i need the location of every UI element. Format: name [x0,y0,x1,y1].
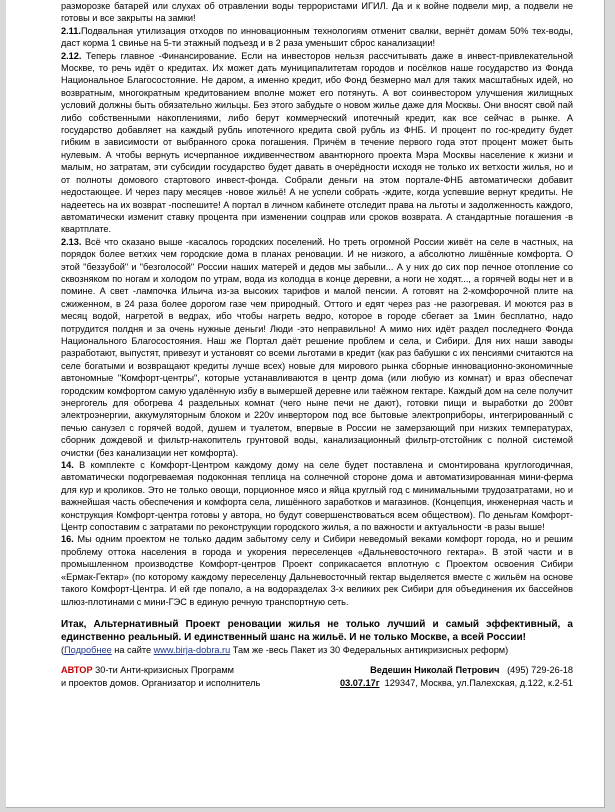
paragraph-16: 16. Мы одним проектом не только дадим забытому селу и Сибири неведомый веками комфорт города, но и решим проблему оттока населения в города и укорения переселенцев «Дальневосточного гектара». В этой части и в промышленном производстве Комфорт-центров Проект соприкасается вплотную с Проектом освоения Сибири «Ермак-Гектар» (по которому каждому переселенцу Дальневосточный гектар выделяется вместе с жильём на основе такого Комфорт-Центра. И ей где попало, а на водоразделах 3-х великих рек Сибири для объединения их бассейнов шлюз-плотинами с мини-ГЭС в единую речную транспортную сеть. [61,534,573,607]
paragraph-2-11: 2.11.Подвальная утилизация отходов по инновационным технологиям отменит свалки, вернёт домам 50% тех-воды, даст корма 1 свинье на 5-ти этажный подъезд и в 2 раза уменьшит сброс канализации! [61,25,573,49]
paragraph-continuation: разморозке батарей или слухах об отравлении воды террористами ИГИЛ. Да и к войне подвели мир, а подвели не готовы и все закрыты на замки! [61,1,573,24]
author-label: АВТОР [61,665,93,676]
author-phone: (495) 729-26-18 [507,665,573,676]
footer: АВТОР 30-ти Анти-кризисных Программ Ведешин Николай Петрович (495) 729-26-18 и проектов домов. Организатор и исполнитель 03.07.17г 129347, Москва, ул.Палехская, д.122, к.2-51 [61,665,573,688]
document-page [6,0,605,808]
more-link[interactable]: Подробнее [64,644,112,655]
document-date: 03.07.17г [339,677,380,688]
paragraph-14: 14. В комплекте с Комфорт-Центром каждому дому на селе будет поставлена и смонтирована круглогодичная, автоматически подогреваемая подоконная теплица на солнечной стороне дома и автоматизированная мини-ферма для кур и кроликов. Это не только овощи, порционное мясо и яйца круглый год с минимальными трудозатратами, но и важнейшая часть обеспечения и комфорта села, лишённого заработков и магазинов. (Концепция, инженерная часть и конструкция Комфорт-центра готовы у автора, но будут совершенствоваться всем обществом). По деньгам Комфорт-Центр сопоставим с затратами по реконструкции городского жилья, а по важности и актуальности -в разы выше! [61,460,573,533]
site-link[interactable]: www.birja-dobra.ru [153,644,231,655]
paragraph-2-13: 2.13. Всё что сказано выше -касалось городских поселений. Но треть огромной России живёт на селе в частных, на порядок более ветхих чем городские дома в планах реновации. И не низкого, а абсолютно лишённые комфорта. О этой "беззубой" и "безголосой" России наших матерей и дедов мы забыли... А у них до сих пор печное отопление со сквозняком по ногам и холодом по утрам, вода из колодца в конце деревни, а ноги не ходят..., а горячей воды нет и в помине. А свет -лампочка Ильича из-за высоких тарифов и малой пенсии. А готовят на 2-комфорочной плите на сжиженном, в 24 раза более дорогом газе чем природный. Оттого и едят через раз -не разогревая. И моются раз в месяц водой, нагретой в ведрах, ибо чтобы нагреть ведро, которое в городе сбегает за 1мин бесплатно, надо потрудится полдня и за очень нужные деньги! Люди -это неправильно! А мимо них идёт раздел последнего Фонда Национального Благосостояния. Наш же Портал даёт решение проблем и села, и Сибири. Для них наши заводы разработают, выпустят, привезут и установят со всеми льготами в кредит (как раз бабушки с их пенсиями считаются на селе богатыми и возвращают кредиты лучше всех) новые для мирового рынка сборные инновационно-экономичные автономные "Комфорт-центры", которые устанавливаются в центр дома (или любую из комнат) и враз обеспечат городским комфортом самую удалённую избу в вымершей деревне или таёжном гектаре. Каждый дом на селе получит энергогель для обогрева 4 раздельных комнат (чего ныне печи не дают), готовки пищи и выработки до 200вт электроэнергии, аккумуляторным блоком и 220v инвертором под все бытовые электроприборы, интегрированный с печью санузел с горячей водой, душем и туалетом, впервые в России не замерзающий при низких температурах, сборник дождевой и фильтр-накопитель грунтовой воды, канализационный фильтр-отстойник с полной системой очистки (без канализации нет комфорта). [61,236,574,458]
author-address: 129347, Москва, ул.Палехская, д.122, к.2-51 [384,677,573,688]
more-info-line: (Подробнее на сайте www.birja-dobra.ru Там же -весь Пакет из 30 Федеральных антикризисных реформ) [61,644,509,655]
document-body [61,0,573,689]
conclusion-text: Итак, Альтернативный Проект реновации жилья не только лучший и самый эффективный, а единственно реальный. И единственный шанс на жильё. И не только Москве, а всей России! [61,618,573,643]
paragraph-2-12: 2.12. Теперь главное -Финансирование. Если на инвесторов нельзя рассчитывать даже в инвест-привлекательной Москве, то речь идёт о кредитах. Их может дать муниципалитетам городов и посёлков наше государство из Фонда Национальное Благосостояние. Не даром, а именно кредит, ибо Фонд безмерно мал для таких масштабных идей, но возвратным, многократным кредитованием вполне может его потянуть. А вот соинвестором улучшения жилищных условий должны быть обязательно жильцы. Без этого забудьте о новом жилье даже для Москвы. Они вносят свой пай либо собственными накоплениями, либо берут коммерческий ипотечный кредит, как все сейчас в рынке. А государство добавляет на каждый рубль ипотечного кредита свой рубль из ФНБ. И процент по гос-кредиту будет гибким в зависимости от выбранного срока погашения. Причём в течение первого года этот процент может быть нулевым. А чтобы вернуть исчерпанное иждивенчеством авантюрного проекта Мэра Москвы население к жизни и малым, но затратам, эти субсидии государство будет давать в очерёдности исходя не только их ветхости жилья, но и от полноты домового стартового инвест-фонда. Собрали деньги на этом портале-ФНБ автоматически добавит недостающее. И через пару месяцев -новое жильё! А не успели собрать -ждите, когда успевшие вернут кредиты. Не надеетесь на их возврат -поспешите! А портал в личном кабинете отследит права на льготы и задолженность каждого, автоматически изменит ставку процента при изменении соцправ или сроков возврата. А стандартные погашения -в квартплате. [61,50,573,235]
author-name: Ведешин Николай Петрович [370,665,500,676]
